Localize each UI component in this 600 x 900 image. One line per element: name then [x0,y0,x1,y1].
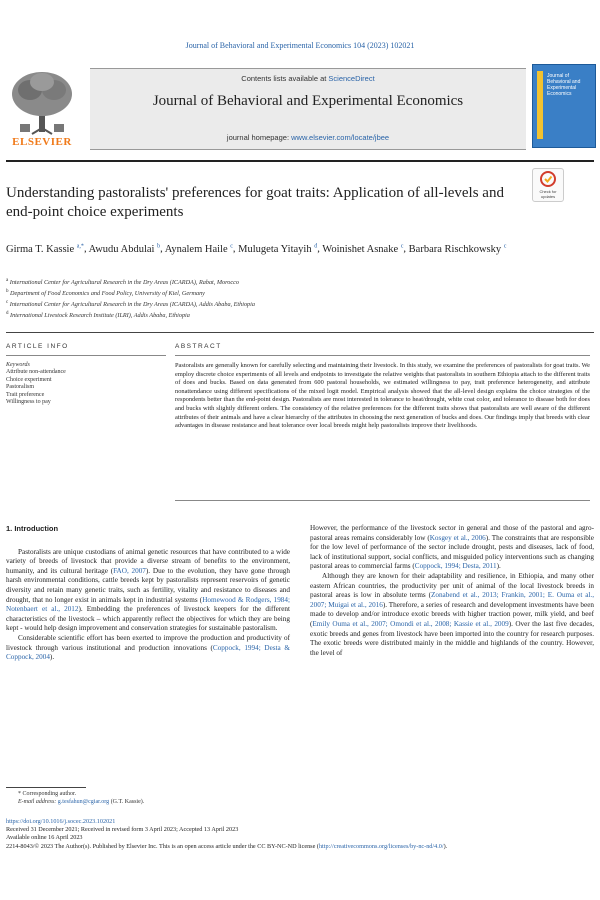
footnote-rule [6,787,86,788]
reference-link[interactable]: Kosgey et al., 2006 [429,533,486,542]
abstract-heading: ABSTRACT [175,343,590,356]
homepage-prefix: journal homepage: [226,133,292,142]
article-info [6,343,166,407]
doi-link[interactable]: https://doi.org/10.1016/j.socec.2023.102021 [6,818,116,825]
license-link[interactable]: http://creativecommons.org/licenses/by-nc-nd/4.0/ [318,842,444,850]
check-for-updates-badge[interactable] [532,168,564,202]
author[interactable]: Awudu Abdulai $^b$ [88,243,161,255]
journal-masthead [6,64,594,154]
section-heading: 1. Introduction [6,524,59,533]
body-column-left [6,524,290,663]
reference-link[interactable]: Emily Ouma et al., 2007; Omondi et al., 2008; Kassie et al., 2009 [312,619,509,628]
keyword: Willingness to pay [6,399,51,405]
paragraph: Considerable scientific effort has been exerted to improve the production and productivity of livestock through various institutional and production innovations (Coppock, 1994; Desta & Coppock, 2004). [6,633,290,662]
email-line: E-mail address: g.tesfahun@cgiar.org (G.T. Kassie). [18,799,145,805]
homepage-link[interactable]: www.elsevier.com/locate/jbee [291,133,390,142]
contents-prefix: Contents lists available at [241,74,329,83]
paragraph: However, the performance of the livestock sector in general and those of the pastoral and agro-pastoral areas remains considerably low (Kosgey et al., 2006). The constraints that are responsible for the low level of performance of the sector include drought, pests and diseases, lack of food, lack of institutional support, social conflicts, and misguided policy interventions such as changing pastoral areas to commercial farms (Coppock, 1994; Desta, 2011). [310,524,594,571]
reference-link[interactable]: Coppock, 1994; Desta, 2011 [414,562,497,571]
elsevier-wordmark: ELSEVIER [12,136,72,148]
check-updates-label: Check for updates [539,189,557,199]
keyword: Trait preference [6,391,45,398]
author[interactable]: Woinishet Asnake $^c$ [322,243,404,255]
journal-cover-thumbnail[interactable] [532,64,596,148]
sciencedirect-link[interactable]: ScienceDirect [328,74,375,83]
received-dates: Received 31 December 2021; Received in revised form 3 April 2023; Accepted 13 April 2023 [6,826,239,834]
cover-stripe [537,71,543,139]
license-line: 2214-8043/© 2023 The Author(s). Published by Elsevier Inc. This is an open access article under the CC BY-NC-ND license (http://creativecommons.org/licenses/by-nc-nd/4.0/). [6,842,448,850]
keyword: Choice experiment [6,376,52,383]
reference-link[interactable]: Zonabend et al., 2013; Frankin, 2001; E. Ouma et al., 2007; Muigai et al., 2016 [310,591,595,609]
footnote [6,790,306,806]
keywords-label: Keywords [6,362,30,368]
corresponding-author: * Corresponding author. [18,791,77,797]
body-column-right [310,524,594,658]
affiliation: $^c$ International Center for Agricultural Research in the Dry Areas (ICARDA), Addis Ababa, Ethiopia [6,300,255,309]
author[interactable]: Girma T. Kassie $^{a,*}$ [6,243,84,255]
author[interactable]: Mulugeta Yitayih $^d$ [238,243,318,255]
available-online: Available online 16 April 2023 [6,834,83,842]
affiliations [6,276,586,320]
info-rule [6,332,594,333]
affiliation: $^d$ International Livestock Research Institute (ILRI), Addis Ababa, Ethiopia [6,311,190,320]
masthead-center [90,68,526,150]
article-title: Understanding pastoralists' preferences for goat traits: Application of all-levels and end-point choice experiments [6,185,504,220]
author-list: Girma T. Kassie $^{a,*}$, Awudu Abdulai $^b$, Aynalem Haile $^c$, Mulugeta Yitayih $^d$, Woinishet Asnake $^c$, Barbara Rischkowsky $^c$ [6,243,507,255]
keyword: Pastoralism [6,384,34,390]
keyword: Attribute non-attendance [6,369,66,375]
affiliation: $^b$ Department of Food Economics and Food Policy, University of Kiel, Germany [6,289,205,298]
abstract [175,343,590,431]
journal-citation[interactable]: Journal of Behavioral and Experimental Economics 104 (2023) 102021 [185,41,415,50]
contents-available [90,74,526,83]
cover-title: Journal of Behavioral and Experimental Economics [547,73,581,97]
article-info-heading: ARTICLE INFO [6,343,166,356]
email-link[interactable]: g.tesfahun@cgiar.org [57,799,110,805]
paragraph: Pastoralists are unique custodians of animal genetic resources that have contributed to a wide variety of breeds of livestock that provide a diverse stream of benefits to the environment, humanity, and its cultural heritage (FAO, 2007). Due to the evolution, they have gone through harsh environmental conditions, cattle breeds kept by pastoralists represent reservoirs of genetic diversity and retain many genetic traits, such as fertility, vitality and resistance to diseases and drought, that no longer exist in animals kept in industrial systems (Homewood & Rodgers, 1984; Notenbaert et al., 2012). Embedding the preferences of livestock keepers for the different characteristics of the livestock – which apparently reflect the objectives for which they are being kept - would help design improvement and conservation strategies for sustainable pastoralism. [6,547,290,633]
publication-info [6,818,594,851]
author[interactable]: Aynalem Haile $^c$ [164,243,233,255]
masthead-rule [6,160,594,162]
abstract-rule [175,500,590,501]
journal-title: Journal of Behavioral and Experimental Economics [152,93,464,109]
reference-link[interactable]: Coppock, 1994; Desta & Coppock, 2004 [6,643,290,662]
paragraph: Although they are known for their adaptability and resilience, in Ethiopia, and many other eastern African countries, the productivity per unit of animal of the local livestock breeds in pastoral areas is low in absolute terms (Zonabend et al., 2013; Frankin, 2001; E. Ouma et al., 2007; Muigai et al., 2016). Therefore, a series of research and development investments have been made to develop and/or introduce exotic breeds with higher traction power, milk yield, and beef (Emily Ouma et al., 2007; Omondi et al., 2008; Kassie et al., 2009). Over the last five decades, exotic breeds and genes from livestock have been imported into the country for research purposes. The exotic breeds were distributed mainly in the middle and highlands of the country. However, the level of [310,571,595,657]
author[interactable]: Barbara Rischkowsky $^c$ [408,243,507,255]
reference-link[interactable]: FAO, 2007 [113,566,146,575]
check-updates-icon [533,169,563,189]
reference-link[interactable]: Homewood & Rodgers, 1984; Notenbaert et al., 2012 [6,595,290,614]
affiliation: $^a$ International Center for Agricultural Research in the Dry Areas (ICARDA), Rabat, Morocco [6,278,239,287]
journal-homepage [90,133,526,142]
abstract-text: Pastoralists are generally known for carefully selecting and maintaining their livestock. In this study, we examine the preferences of pastoralists for goat traits. We employ discrete choice experiments of all levels and endpoints to investigate the relative weights that pastoralists in southern Ethiopia attach to the different traits of does and bucks. Based on data generated from 600 pastoral households, we estimated willingness to pay, trait preference heterogeneity, and attribute nonattendance using different specifications of the mixed logit model. Empirical analysis showed that the all-level design explains the choice strategies of the respondents better than the end-point design. Pastoralists are most interested in tolerance to heat/drought, white coat color, and tolerance to disease both for does and bucks with slightly different orders. The consistency of the relative preferences for the different traits shows that pastoralists are well aware of the different attributes of their animals and have a clear hierarchy of the attributes in choosing the next generation of bucks and does. Our findings imply that breeds with clear advantages in disease resistance and heat tolerance over local breeds might help pastoralists improve their livelihoods. [175,362,590,430]
